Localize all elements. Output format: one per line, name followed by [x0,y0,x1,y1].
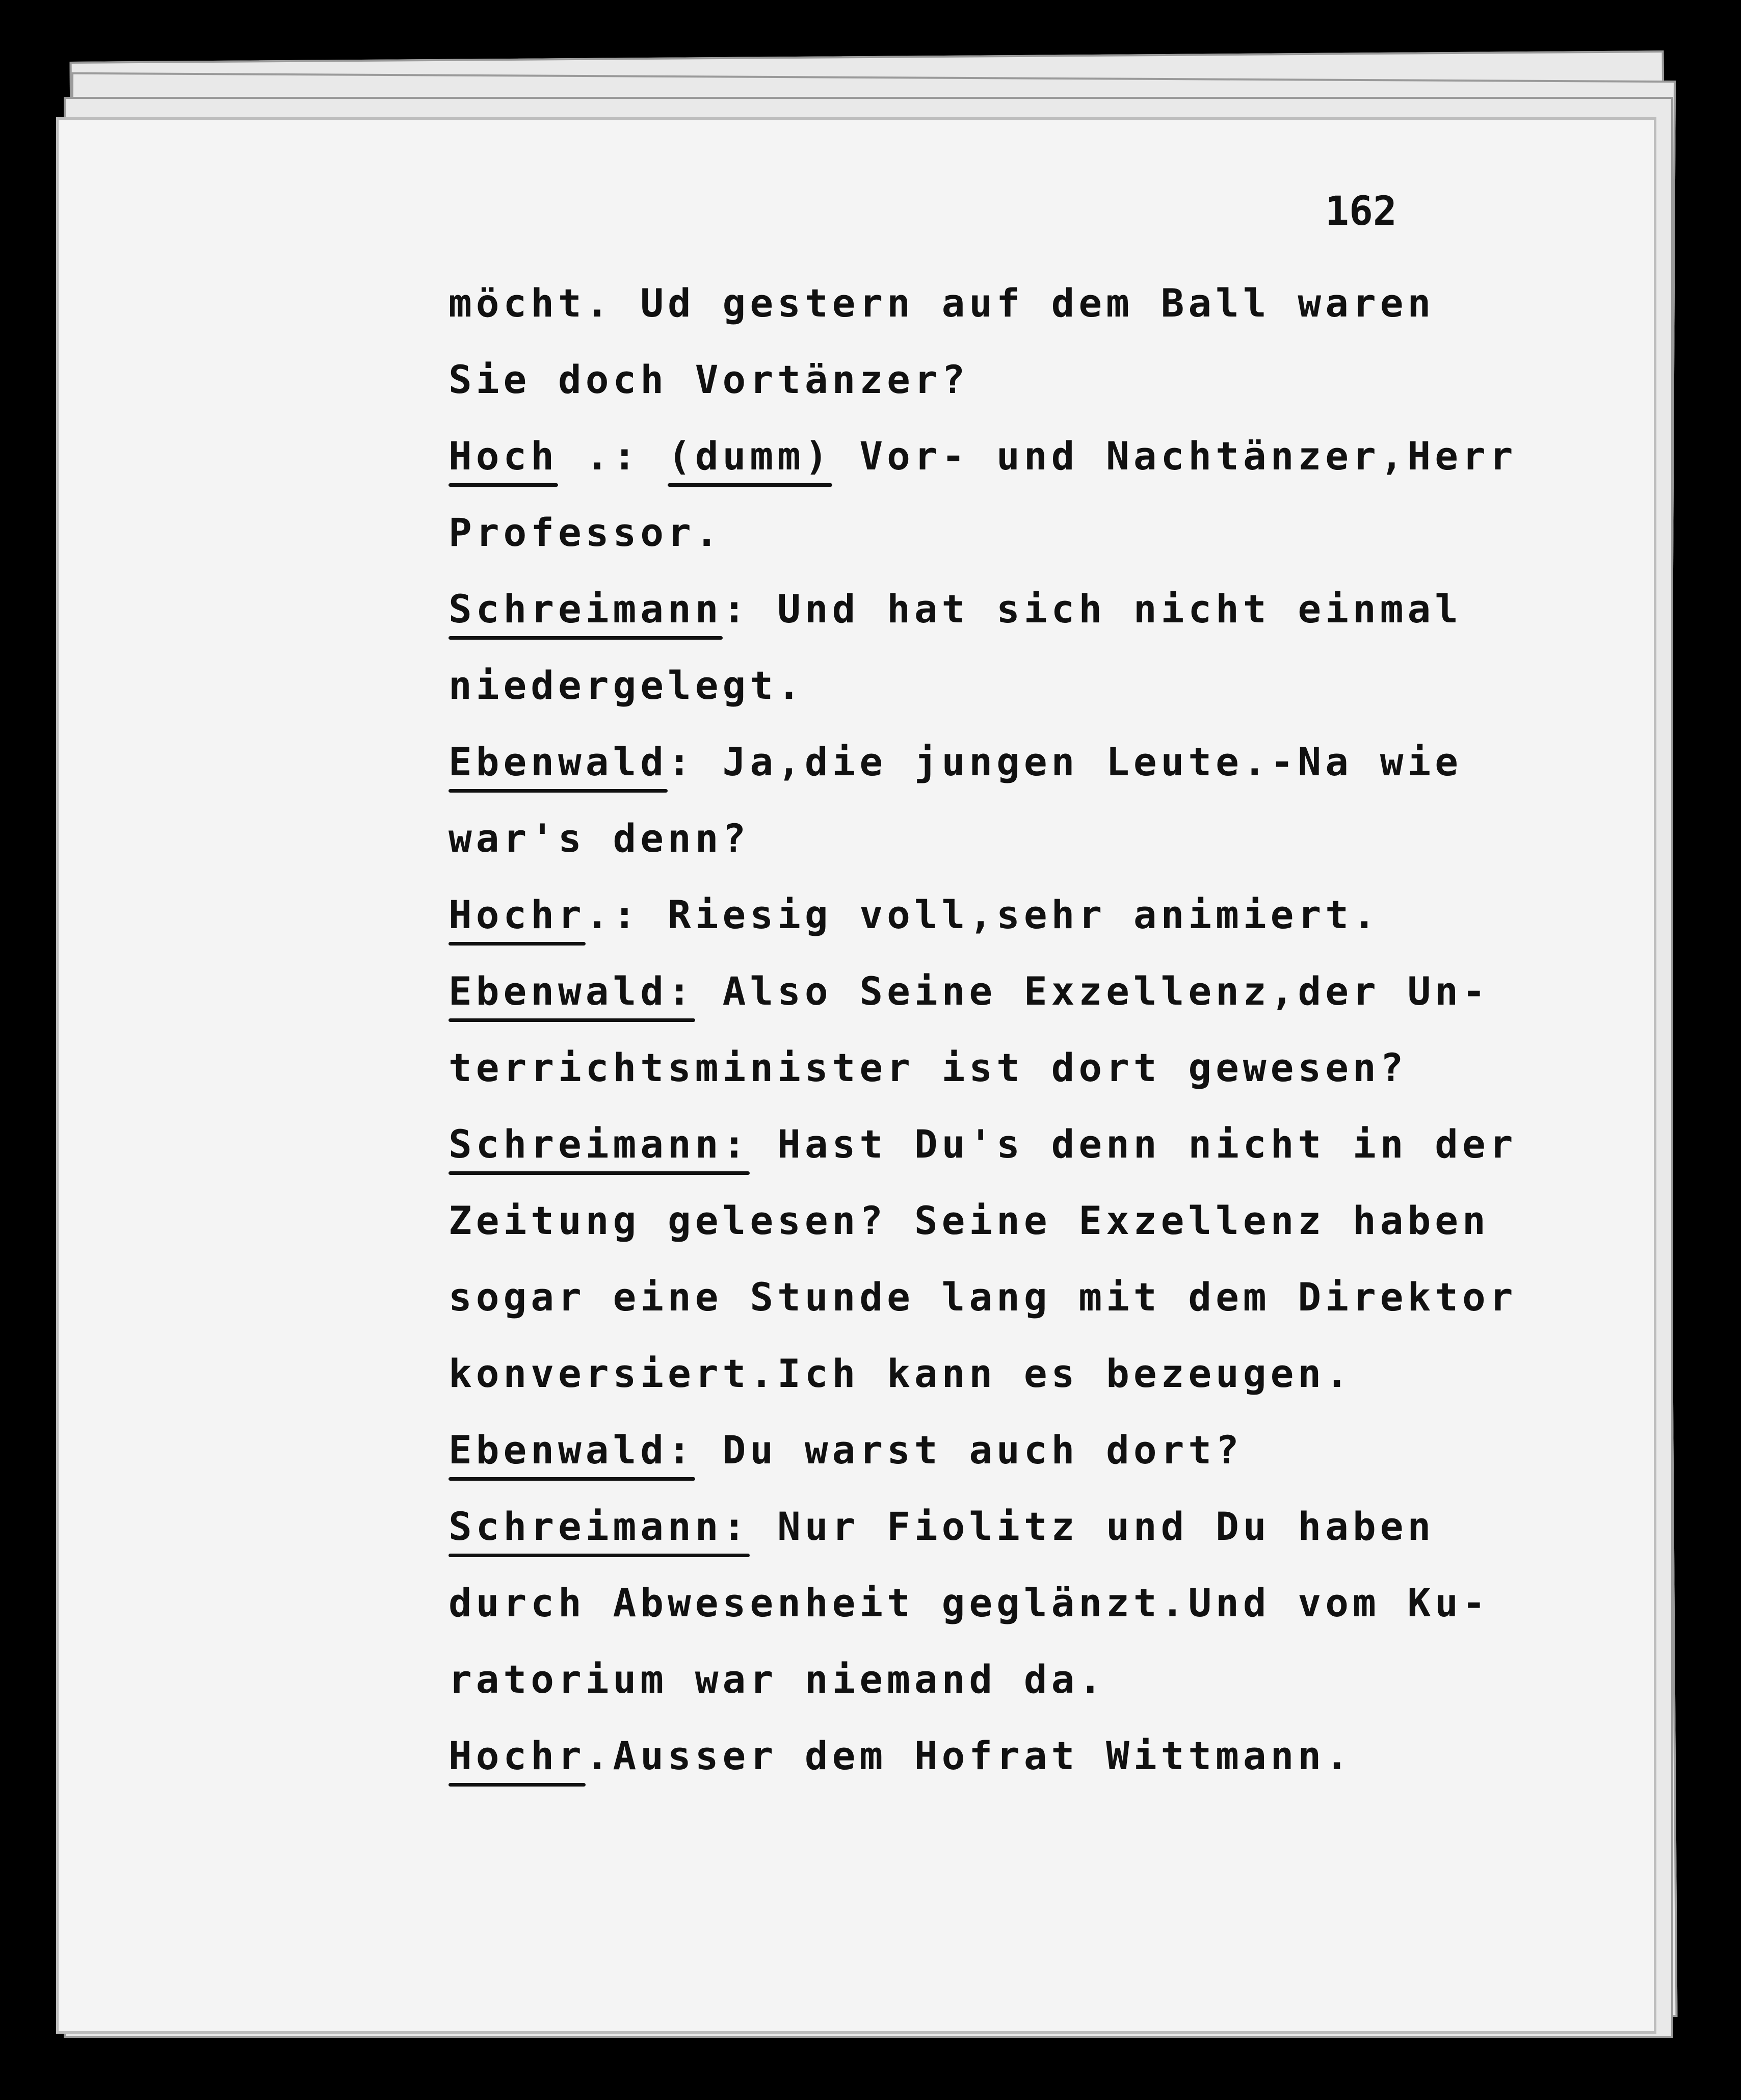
text-line: ratorium war niemand da. [449,1657,1106,1702]
text-line: möcht. Ud gestern auf dem Ball waren [449,280,1435,326]
speaker-name: Hochr [449,892,586,937]
dialogue-text: : Und hat sich nicht einmal [722,586,1462,632]
dialogue-text: Du warst auch dort? [695,1427,1243,1473]
speaker-name: Schreimann: [449,1121,750,1167]
text-line: terrichtsminister ist dort gewesen? [449,1045,1408,1090]
dialogue-text: : Ja,die jungen Leute.-Na wie [668,739,1462,784]
speaker-name: Schreimann [449,586,723,632]
dialogue-text: Also Seine Exzellenz,der Un- [695,968,1490,1014]
dialogue-line [449,1412,1514,1488]
dialogue-text: Nur Fiolitz und Du haben [750,1504,1435,1549]
script-text [449,265,1517,1794]
dialogue-text: .Ausser dem Hofrat Wittmann. [585,1733,1353,1778]
page-number: 162 [1325,189,1397,234]
speaker-name: Hochr [449,1733,586,1778]
dialogue-line [449,953,1514,1030]
stage-direction: (dumm) [668,433,832,479]
speaker-name: Ebenwald: [449,968,695,1014]
dialogue-line [449,1718,1514,1794]
text-line: Zeitung gelesen? Seine Exzellenz haben [449,1198,1490,1243]
text-line: konversiert.Ich kann es bezeugen. [449,1351,1353,1396]
dialogue-text: Hast Du's denn nicht in der [750,1121,1517,1167]
dialogue-line [449,877,1514,953]
dialogue-text: Vor- und Nachtänzer,Herr [832,433,1517,479]
speaker-name: Schreimann: [449,1504,750,1549]
dialogue-line [449,724,1514,800]
speaker-name: Ebenwald [449,739,668,784]
speaker-punctuation: .: [558,433,668,479]
dialogue-line [449,418,1517,494]
speaker-name: Hoch [449,433,559,479]
dialogue-line [449,571,1514,647]
text-line: Sie doch Vortänzer? [449,357,969,402]
dialogue-text: .: Riesig voll,sehr animiert. [585,892,1380,937]
speaker-name: Ebenwald: [449,1427,695,1473]
dialogue-line [449,1106,1517,1183]
text-line: Professor. [449,510,723,555]
text-line: war's denn? [449,816,750,861]
dialogue-line [449,1488,1514,1565]
text-line: niedergelegt. [449,663,805,708]
text-line: durch Abwesenheit geglänzt.Und vom Ku- [449,1580,1490,1625]
text-line: sogar eine Stunde lang mit dem Direktor [449,1274,1517,1320]
